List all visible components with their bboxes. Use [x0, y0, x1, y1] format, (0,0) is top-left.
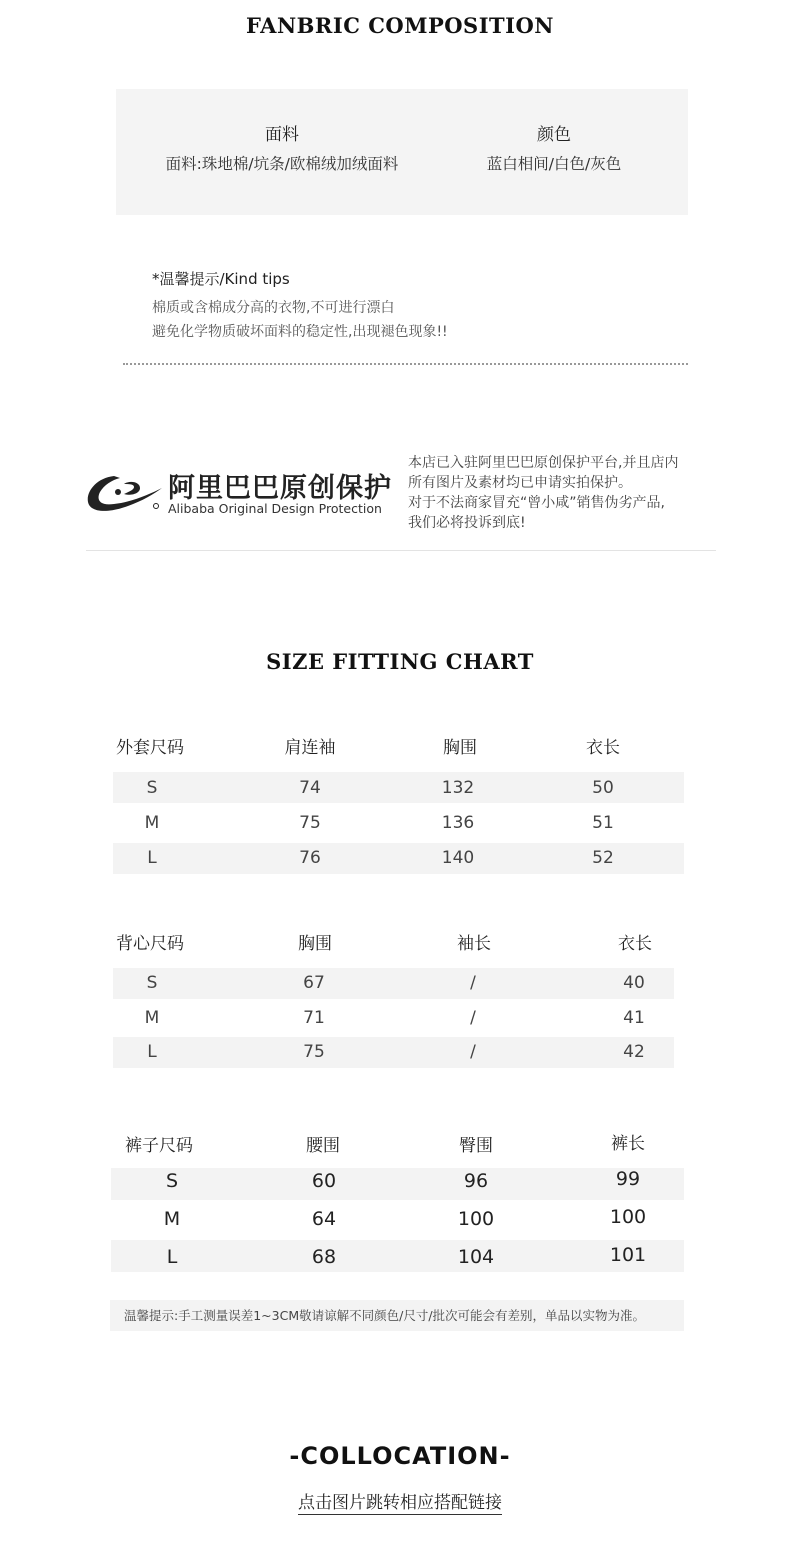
alibaba-logo-en: Alibaba Original Design Protection	[168, 501, 382, 516]
table-cell: S	[165, 1170, 179, 1192]
measurement-note-text: 温馨提示:手工测量误差1~3CM敬请谅解不同颜色/尺寸/批次可能会有差别，单品以实物为准。	[124, 1308, 646, 1323]
table-cell: 96	[463, 1170, 489, 1192]
kind-tips-line: 避免化学物质破坏面料的稳定性,出现褪色现象!!	[152, 324, 448, 340]
table-header: 臀围	[459, 1136, 493, 1156]
table-header: 裤子尺码	[125, 1136, 193, 1156]
table-cell: M	[144, 1008, 160, 1028]
table-header: 肩连袖	[284, 738, 336, 758]
kind-tips-line: 棉质或含棉成分高的衣物,不可进行漂白	[152, 300, 395, 316]
table-cell: S	[146, 778, 158, 798]
table-cell: M	[163, 1208, 181, 1230]
collocation-link-row	[0, 1488, 800, 1513]
table-cell: M	[144, 813, 160, 833]
table-header: 衣长	[586, 738, 620, 758]
table-cell: /	[470, 973, 476, 993]
table-cell: 51	[592, 813, 614, 833]
table-cell: 140	[441, 848, 475, 868]
table-header: 胸围	[298, 934, 332, 954]
table-header: 胸围	[443, 738, 477, 758]
table-cell: 67	[303, 973, 325, 993]
alibaba-logo-cn: 阿里巴巴原创保护	[168, 473, 392, 504]
table-header: 袖长	[457, 934, 491, 954]
material-header: 面料	[265, 125, 299, 145]
alibaba-text-line: 对于不法商家冒充“曾小咸”销售伪劣产品,	[408, 495, 665, 511]
table-header: 裤长	[611, 1134, 645, 1154]
section-divider	[86, 550, 716, 551]
table-cell: 104	[457, 1246, 495, 1268]
table-cell: S	[146, 973, 158, 993]
color-header: 颜色	[537, 125, 571, 145]
table-cell: 100	[609, 1206, 647, 1228]
fabric-composition-title: FANBRIC COMPOSITION	[246, 13, 554, 38]
alibaba-smile-logo-icon	[84, 468, 166, 518]
fabric-info-box	[116, 89, 688, 215]
table-header: 衣长	[618, 934, 652, 954]
table-cell: 76	[299, 848, 321, 868]
table-header: 背心尺码	[116, 934, 184, 954]
table-cell: 64	[311, 1208, 337, 1230]
table-cell: 42	[623, 1042, 645, 1062]
table-cell: L	[147, 1042, 157, 1062]
table-row-band	[111, 1168, 684, 1200]
collocation-link[interactable]: 点击图片跳转相应搭配链接	[298, 1493, 502, 1513]
table-cell: 74	[299, 778, 321, 798]
table-cell: L	[166, 1246, 178, 1268]
table-cell: 68	[311, 1246, 337, 1268]
kind-tips-title: *温馨提示/Kind tips	[152, 270, 290, 288]
measurement-note	[110, 1300, 684, 1331]
table-cell: 101	[609, 1244, 647, 1266]
table-cell: 40	[623, 973, 645, 993]
table-header: 腰围	[306, 1136, 340, 1156]
table-cell: 99	[615, 1168, 641, 1190]
color-value: 蓝白相间/白色/灰色	[486, 155, 622, 173]
table-row-band	[113, 968, 674, 999]
alibaba-text-line: 本店已入驻阿里巴巴原创保护平台,并且店内	[408, 455, 679, 471]
kind-tips	[152, 268, 448, 344]
dotted-divider	[123, 363, 688, 365]
table-cell: L	[147, 848, 157, 868]
table-row-band	[111, 1240, 684, 1272]
table-cell: 75	[299, 813, 321, 833]
table-cell: 100	[457, 1208, 495, 1230]
table-cell: 60	[311, 1170, 337, 1192]
table-cell: 41	[623, 1008, 645, 1028]
table-header: 外套尺码	[116, 738, 184, 758]
material-value: 面料:珠地棉/坑条/欧棉绒加绒面料	[165, 155, 399, 173]
collocation-title: -COLLOCATION-	[289, 1442, 511, 1470]
table-cell: /	[470, 1042, 476, 1062]
table-cell: 52	[592, 848, 614, 868]
alibaba-protection-text	[408, 453, 678, 533]
table-cell: 136	[441, 813, 475, 833]
table-cell: /	[470, 1008, 476, 1028]
table-cell: 75	[303, 1042, 325, 1062]
size-chart-title: SIZE FITTING CHART	[266, 649, 534, 674]
table-cell: 50	[592, 778, 614, 798]
table-row-band	[113, 1037, 674, 1068]
alibaba-text-line: 我们必将投诉到底!	[408, 515, 526, 531]
table-cell: 71	[303, 1008, 325, 1028]
color-column	[454, 89, 654, 174]
alibaba-text-line: 所有图片及素材均已申请实拍保护。	[408, 475, 632, 491]
table-cell: 132	[441, 778, 475, 798]
material-column	[126, 89, 438, 174]
